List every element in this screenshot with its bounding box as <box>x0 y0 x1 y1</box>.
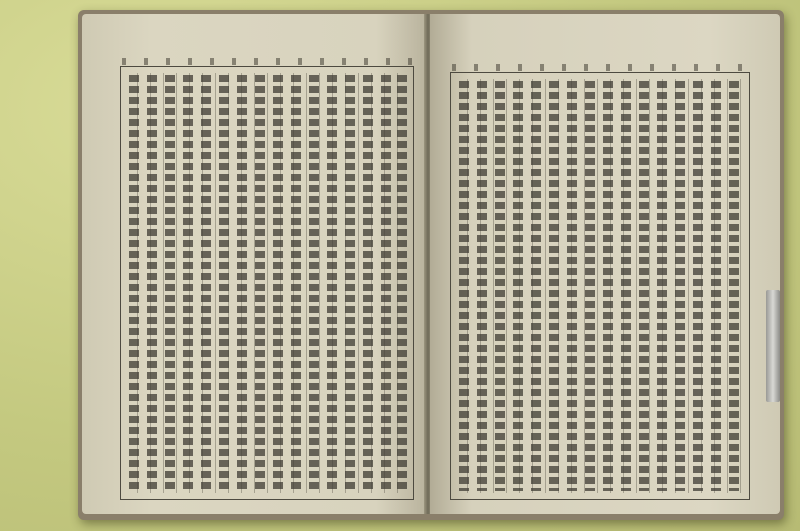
text-frame <box>120 66 414 500</box>
right-page <box>430 14 780 514</box>
text-column <box>603 81 613 491</box>
text-column <box>219 75 229 491</box>
header-ruling <box>452 64 748 71</box>
text-column <box>675 81 685 491</box>
text-column <box>237 75 247 491</box>
text-column <box>255 75 265 491</box>
text-column <box>621 81 631 491</box>
text-column <box>531 81 541 491</box>
text-column <box>729 81 739 491</box>
header-ruling <box>122 58 412 65</box>
text-column <box>477 81 487 491</box>
text-frame <box>450 72 750 500</box>
text-column <box>327 75 337 491</box>
text-column <box>657 81 667 491</box>
text-column <box>397 75 407 491</box>
text-column <box>381 75 391 491</box>
text-column <box>183 75 193 491</box>
text-column <box>585 81 595 491</box>
text-column <box>693 81 703 491</box>
text-column <box>201 75 211 491</box>
binder-clip <box>766 290 780 402</box>
text-column <box>513 81 523 491</box>
text-column <box>567 81 577 491</box>
text-column <box>363 75 373 491</box>
text-column <box>129 75 139 491</box>
text-column <box>147 75 157 491</box>
text-column <box>639 81 649 491</box>
text-column <box>711 81 721 491</box>
text-column <box>345 75 355 491</box>
text-column <box>309 75 319 491</box>
text-column <box>549 81 559 491</box>
text-column <box>165 75 175 491</box>
left-page <box>82 14 428 514</box>
text-column <box>495 81 505 491</box>
text-column <box>291 75 301 491</box>
text-column <box>273 75 283 491</box>
text-column <box>459 81 469 491</box>
open-notebook <box>78 10 784 520</box>
